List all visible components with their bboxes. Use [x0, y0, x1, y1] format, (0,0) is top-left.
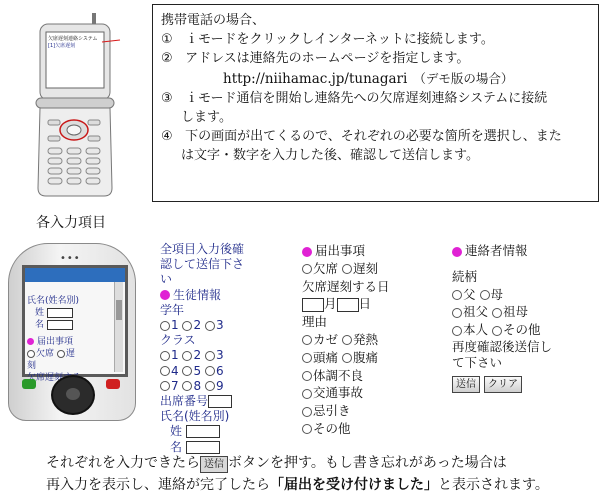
- end-key-icon[interactable]: [106, 379, 120, 389]
- bottom-text-1b: ボタンを押す。もし書き忘れがあった場合は: [228, 455, 507, 471]
- bottom-text-2c: と表示されます。: [438, 477, 549, 493]
- section-label: 各入力項目: [36, 215, 106, 231]
- reason-options: [302, 420, 422, 438]
- phone-screen: [22, 265, 128, 377]
- class-label: クラス: [160, 333, 196, 348]
- first-name-label: 名: [170, 439, 183, 454]
- item-text: ｉモードをクリックしインターネットに接続します。: [185, 32, 494, 48]
- small-section: 届出事項: [37, 337, 74, 347]
- late-option[interactable]: 遅刻: [353, 260, 379, 276]
- clear-button[interactable]: クリア: [484, 376, 522, 393]
- item-continuation: は文字・数字を入力した後、確認して送信します。: [181, 148, 479, 164]
- class-option[interactable]: 6: [215, 363, 224, 378]
- name-label: 氏名(姓名別): [160, 409, 230, 424]
- relation-options: [452, 303, 572, 321]
- reason-options: [302, 367, 422, 385]
- address-line: [161, 69, 598, 89]
- date-label: 欠席遅刻する日: [302, 278, 390, 294]
- phone-screen-menu: [1]欠席遅刻: [48, 43, 76, 49]
- reason-option[interactable]: 交通事故: [313, 385, 364, 401]
- address-url[interactable]: http://niihamac.jp/tunagari: [223, 70, 408, 87]
- reason-options: [302, 402, 422, 420]
- relation-option[interactable]: その他: [503, 322, 541, 338]
- reason-option[interactable]: カゼ: [313, 331, 339, 347]
- reason-option[interactable]: 腹痛: [353, 349, 379, 365]
- small-first-input[interactable]: [47, 320, 73, 330]
- instruction-item-4: [161, 127, 598, 146]
- class-option[interactable]: 1: [171, 348, 179, 363]
- relation-options: [452, 286, 572, 304]
- class-option[interactable]: 4: [171, 363, 179, 378]
- phone-screen-title: 欠席遅刻連絡システム: [48, 36, 98, 42]
- small-last-label: 姓: [35, 308, 45, 318]
- small-name-label: 氏名(姓名別): [27, 296, 80, 306]
- item-text: ｉモード通信を開始し連絡先への欠席遅刻連絡システムに接続: [185, 90, 548, 106]
- confirm-note: 再度確認後送信して下さい: [452, 338, 553, 370]
- grade-option[interactable]: 1: [171, 318, 179, 333]
- reason-options: [302, 331, 422, 349]
- call-key-icon[interactable]: [22, 379, 36, 389]
- class-options: [160, 348, 246, 363]
- class-option[interactable]: 8: [193, 378, 202, 393]
- item-number: ④: [161, 129, 173, 145]
- reason-options: [302, 349, 422, 367]
- notification-heading: 届出事項: [315, 243, 366, 258]
- relation-option[interactable]: 母: [490, 286, 504, 302]
- relation-option[interactable]: 祖母: [503, 304, 529, 320]
- phone-closeup: [8, 243, 136, 421]
- small-last-input[interactable]: [47, 308, 73, 318]
- item-number: ②: [161, 51, 173, 67]
- address-note: （デモ版の場合）: [413, 70, 514, 86]
- reason-option[interactable]: その他: [313, 420, 351, 436]
- relation-option[interactable]: 父: [463, 286, 476, 302]
- instruction-item-2: [161, 49, 598, 68]
- month-label: 月: [324, 296, 337, 312]
- absence-type: [302, 260, 422, 278]
- relation-option[interactable]: 本人: [463, 322, 489, 338]
- relation-option[interactable]: 祖父: [463, 304, 489, 320]
- bottom-explanation: [0, 452, 605, 496]
- received-message: 「届出を受け付けました」: [270, 477, 438, 493]
- day-input[interactable]: [337, 298, 359, 312]
- contact-form: [452, 242, 572, 393]
- reason-option[interactable]: 体調不良: [313, 367, 364, 383]
- flip-phone-illustration: [14, 12, 134, 198]
- class-option[interactable]: 2: [193, 348, 202, 363]
- form-heading: 全項目入力後確認して送信下さい: [160, 242, 245, 287]
- grade-option[interactable]: 2: [193, 318, 202, 333]
- class-option[interactable]: 9: [215, 378, 224, 393]
- reason-option[interactable]: 発熱: [353, 331, 379, 347]
- number-label: 出席番号: [160, 394, 209, 409]
- reason-options: [302, 384, 422, 402]
- class-option[interactable]: 3: [215, 348, 224, 363]
- grade-option[interactable]: 3: [215, 318, 224, 333]
- notification-form: [302, 242, 422, 438]
- date-inputs: [302, 295, 422, 313]
- relation-label: 続柄: [452, 268, 478, 284]
- class-option[interactable]: 5: [193, 363, 202, 378]
- item-text: アドレスは連絡先のホームページを指定します。: [185, 51, 470, 67]
- send-button[interactable]: 送信: [452, 376, 480, 393]
- student-info-form: [160, 242, 246, 455]
- item-number: ③: [161, 90, 173, 106]
- reason-option[interactable]: 忌引き: [313, 403, 351, 419]
- instruction-title: 携帯電話の場合、: [161, 13, 266, 28]
- earpiece-icon: •••: [60, 253, 81, 264]
- last-name-label: 姓: [170, 424, 183, 439]
- class-options: [160, 379, 246, 394]
- class-options: [160, 364, 246, 379]
- absent-option[interactable]: 欠席: [313, 260, 339, 276]
- small-koku: 刻: [27, 361, 37, 371]
- last-name-input[interactable]: [186, 425, 220, 438]
- day-label: 日: [358, 296, 372, 312]
- reason-label: 理由: [302, 314, 328, 330]
- bottom-text-2a: 再入力を表示し、連絡が完了したら: [46, 477, 270, 493]
- reason-option[interactable]: 頭痛: [313, 349, 339, 365]
- instruction-item-1: [161, 30, 598, 49]
- instruction-item-3: [161, 89, 598, 108]
- send-button-inline: 送信: [200, 456, 228, 473]
- relation-options: [452, 321, 572, 339]
- month-input[interactable]: [302, 298, 324, 312]
- item-text: 下の画面が出てくるので、それぞれの必要な箇所を選択し、また: [185, 129, 562, 145]
- small-absent[interactable]: 欠席: [36, 349, 55, 359]
- small-late[interactable]: 遅: [65, 349, 75, 359]
- contact-heading: 連絡者情報: [465, 243, 528, 258]
- class-option[interactable]: 7: [171, 378, 179, 393]
- dpad-icon[interactable]: [51, 375, 95, 415]
- item-continuation: します。: [181, 110, 232, 126]
- grade-options: [160, 318, 246, 333]
- bottom-text-1a: それぞれを入力できたら: [46, 455, 200, 471]
- instruction-box: [152, 4, 599, 202]
- scrollbar[interactable]: [114, 282, 123, 372]
- item-number: ①: [161, 32, 173, 48]
- student-info-heading: 生徒情報: [173, 287, 222, 302]
- small-first-label: 名: [35, 320, 45, 330]
- number-input[interactable]: [208, 395, 232, 408]
- grade-label: 学年: [160, 302, 185, 317]
